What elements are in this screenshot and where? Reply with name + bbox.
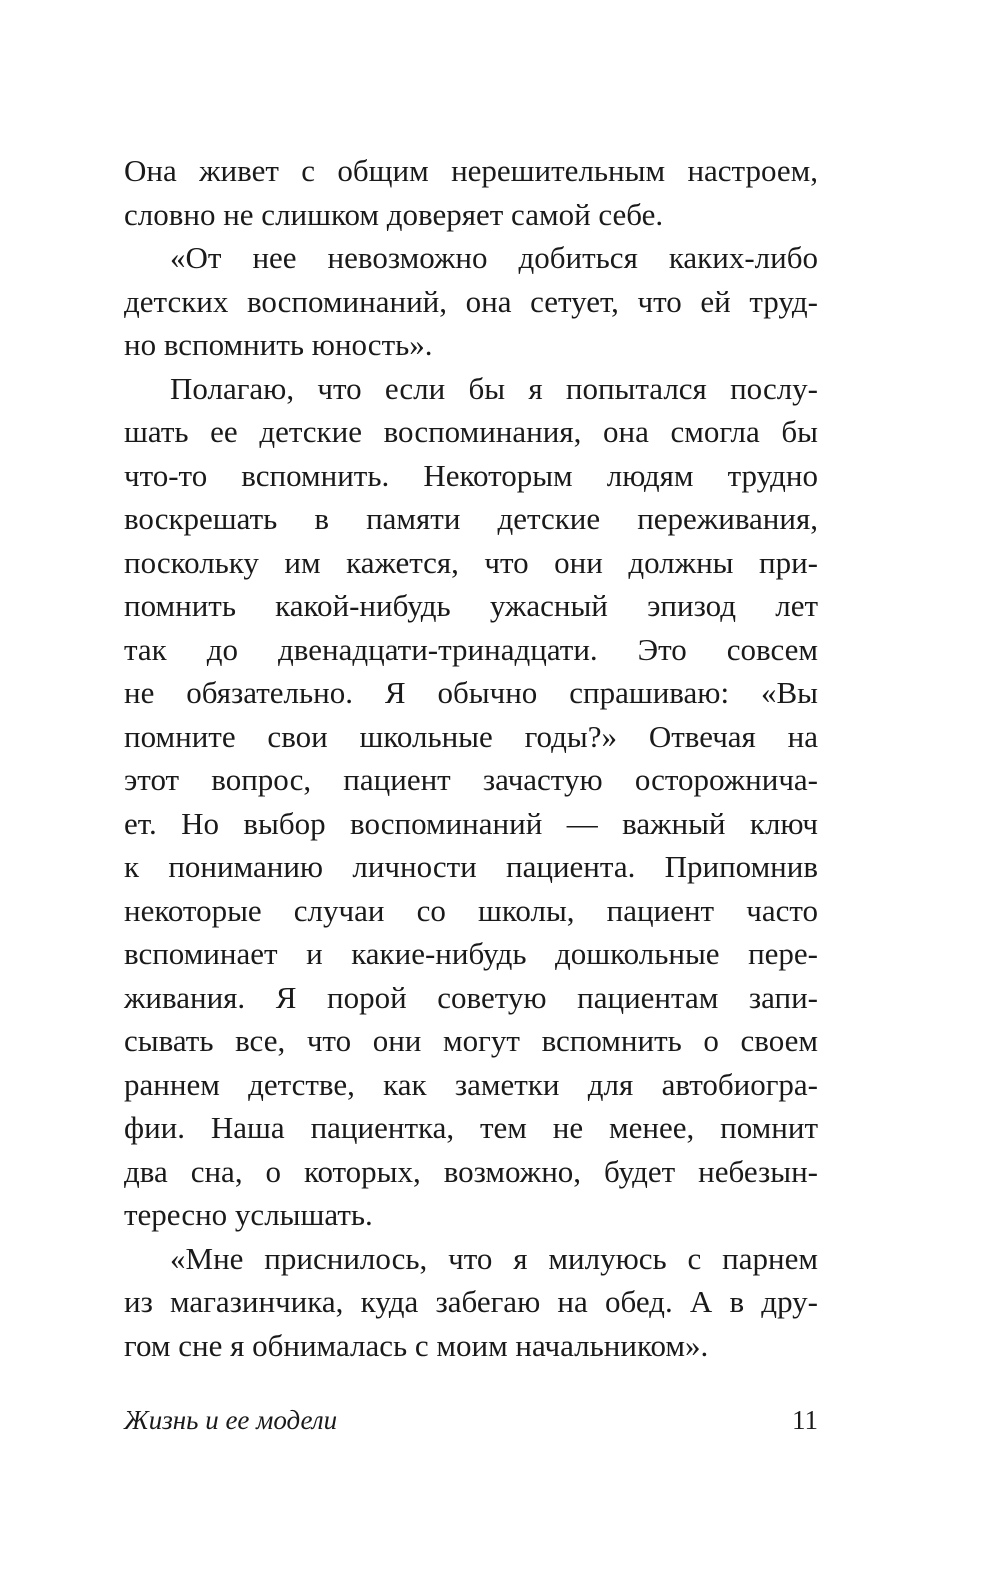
text-line: но вспомнить юность». (124, 327, 433, 362)
text-line: словно не слишком доверяет самой себе. (124, 196, 664, 232)
page-body (124, 149, 818, 1367)
text-line: шать ее детские воспоминания, она смогла бы (124, 414, 818, 449)
text-line: «От нее невозможно добиться каких-либо (170, 240, 818, 275)
text-line: тересно услышать. (124, 1197, 373, 1232)
text-line: воскрешать в памяти детские переживания, (124, 501, 818, 536)
text-line: из магазинчика, куда забегаю на обед. А в дру- (124, 1284, 818, 1319)
text-line: помните свои школьные годы?» Отвечая на (124, 718, 818, 754)
paragraph-4 (124, 1237, 818, 1368)
paragraph-2 (124, 236, 818, 367)
text-line: живания. Я порой советую пациентам запи- (124, 979, 818, 1015)
text-line: этот вопрос, пациент зачастую осторожнича- (124, 762, 818, 797)
text-line: гом сне я обнималась с моим начальником». (124, 1327, 709, 1363)
text-line: что-то вспомнить. Некоторым людям трудно (124, 457, 818, 493)
text-line: Полагаю, что если бы я попытался послу- (170, 370, 818, 406)
running-title: Жизнь и ее модели (124, 1405, 338, 1435)
text-line: сывать все, что они могут вспомнить о своем (124, 1023, 818, 1058)
text-line: помнить какой-нибудь ужасный эпизод лет (124, 588, 818, 623)
paragraph-1 (124, 149, 818, 236)
page-footer (124, 1400, 818, 1440)
text-line: фии. Наша пациентка, тем не менее, помнит (124, 1110, 818, 1145)
text-line: детских воспоминаний, она сетует, что ей труд- (124, 283, 818, 319)
text-line: «Мне приснилось, что я милуюсь с парнем (170, 1240, 818, 1276)
text-line: два сна, о которых, возможно, будет небезын- (124, 1153, 818, 1189)
text-line: не обязательно. Я обычно спрашиваю: «Вы (124, 675, 818, 710)
text-line: поскольку им кажется, что они должны при- (124, 544, 818, 580)
text-line: Она живет с общим нерешительным настроем, (124, 153, 818, 188)
text-line: ет. Но выбор воспоминаний — важный ключ (124, 805, 818, 841)
text-line: некоторые случаи со школы, пациент часто (124, 892, 818, 928)
paragraph-3 (124, 367, 818, 1237)
text-line: вспоминает и какие-нибудь дошкольные пере- (124, 936, 818, 971)
page-number: 11 (792, 1405, 818, 1435)
text-line: так до двенадцати-тринадцати. Это совсем (124, 631, 818, 667)
text-line: раннем детстве, как заметки для автобиогра- (124, 1066, 818, 1102)
text-line: к пониманию личности пациента. Припомнив (124, 849, 818, 884)
